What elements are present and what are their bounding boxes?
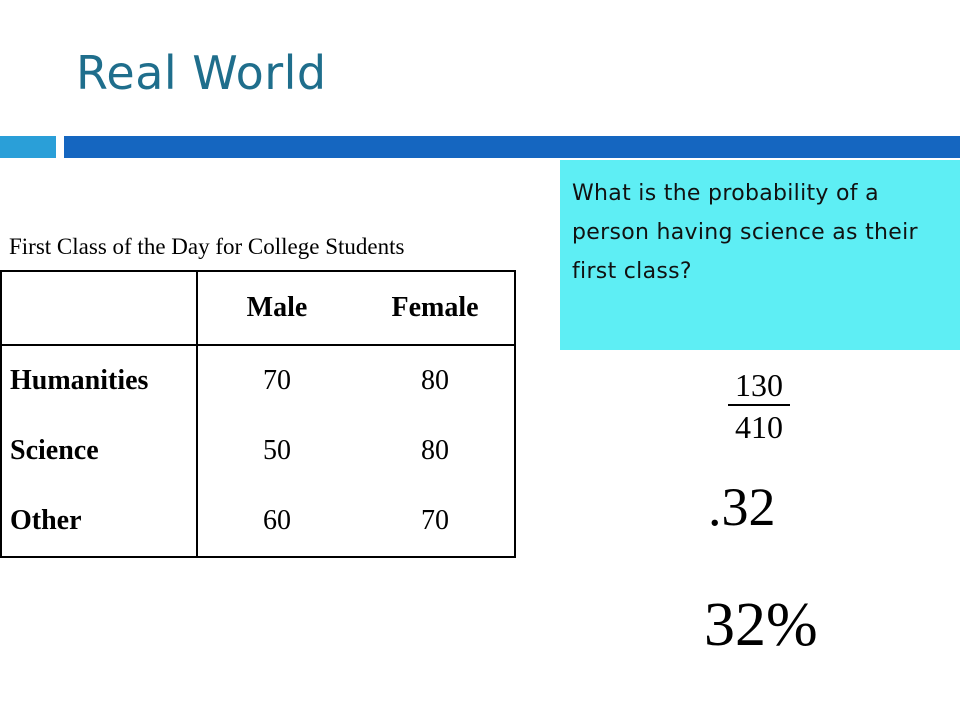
header-male: Male (197, 271, 356, 345)
accent-bar-large (64, 136, 960, 158)
cell-male: 50 (263, 435, 291, 466)
cell-female: 80 (421, 435, 449, 466)
cell-male: 70 (263, 365, 291, 396)
fraction-numerator: 130 (735, 367, 783, 403)
row-label: Science (1, 416, 197, 486)
table-row (1, 345, 515, 416)
answer-fraction (728, 368, 790, 444)
row-label: Humanities (1, 345, 197, 416)
table-row (1, 486, 515, 557)
class-gender-table (0, 270, 516, 558)
table-caption: First Class of the Day for College Students (9, 234, 405, 259)
answer-decimal: .32 (708, 477, 776, 537)
cell-male: 60 (263, 505, 291, 536)
row-label: Other (1, 486, 197, 557)
cell-female: 70 (421, 505, 449, 536)
header-corner-cell (1, 271, 197, 345)
cell-female: 80 (421, 365, 449, 396)
header-female: Female (356, 271, 515, 345)
question-box (560, 160, 960, 350)
accent-bar-small (0, 136, 56, 158)
slide-title: Real World (76, 46, 327, 100)
table-header-row (1, 271, 515, 345)
question-text: What is the probability of a person having science as their first class? (572, 181, 918, 284)
table-row (1, 416, 515, 486)
fraction-denominator: 410 (735, 409, 783, 445)
answer-percent: 32% (704, 591, 818, 659)
fraction-bar (728, 404, 790, 406)
